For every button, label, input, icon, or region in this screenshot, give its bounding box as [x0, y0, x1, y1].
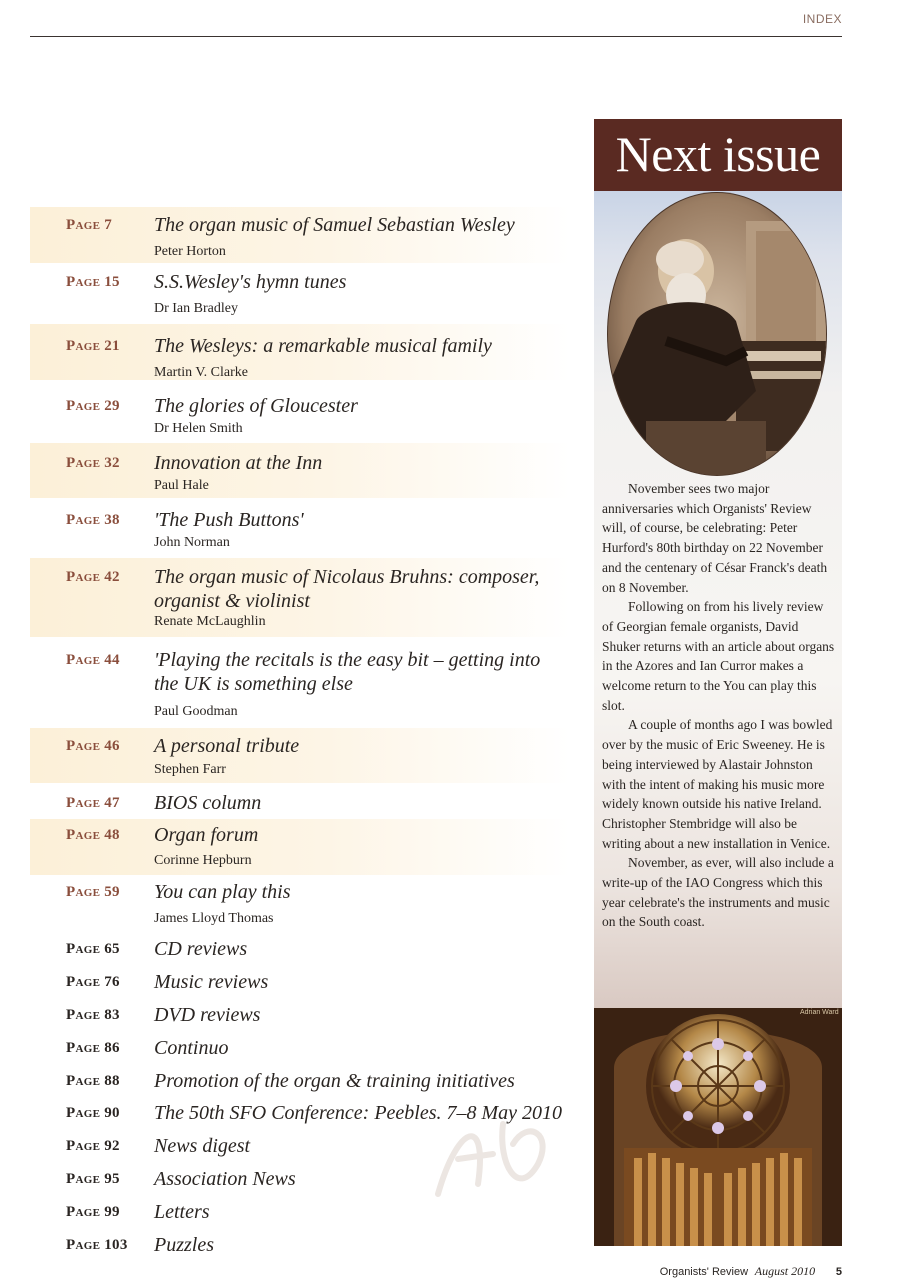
next-issue-paragraph: A couple of months ago I was bowled over by the music of Eric Sweeney. He is being interviewed by Alastair Johnston with the intent of making his music more widely known outside his native Ireland. Christopher Stembridge will also be writing about a new installation in Venice.	[602, 717, 833, 851]
article-title: The organ music of Samuel Sebastian Wesley	[154, 214, 515, 236]
article-title: BIOS column	[154, 792, 262, 814]
page-number: Page 59	[66, 884, 120, 900]
article-title: Innovation at the Inn	[154, 452, 323, 474]
page-number: Page 32	[66, 455, 120, 471]
article-title: The glories of Gloucester	[154, 395, 358, 417]
article-title: You can play this	[154, 881, 291, 903]
article-title: The organ music of Nicolaus Bruhns: composer, organist & violinist	[154, 566, 540, 612]
page-number: Page 7	[66, 217, 113, 233]
next-issue-body	[594, 191, 842, 1009]
toc-entry[interactable]	[30, 1034, 570, 1064]
article-title: Organ forum	[154, 824, 259, 846]
association-watermark	[418, 1104, 568, 1204]
toc-entry[interactable]	[30, 558, 570, 637]
article-title: Continuo	[154, 1037, 229, 1059]
page-number: Page 47	[66, 795, 120, 811]
folio-number: 5	[835, 1266, 842, 1278]
page-number: Page 103	[66, 1237, 128, 1253]
page-number: Page 42	[66, 569, 120, 585]
page-number: Page 21	[66, 338, 120, 354]
next-issue-paragraph: November sees two major anniversaries which Organists' Review will, of course, be celebrating: Peter Hurford's 80th birthday on 22 November and the centenary of César Franck's death on 8 November.	[602, 481, 828, 595]
page-number: Page 76	[66, 974, 120, 990]
article-author: Martin V. Clarke	[154, 365, 248, 380]
article-author: Paul Hale	[154, 478, 209, 493]
next-issue-paragraph: November, as ever, will also include a write-up of the IAO Congress which this year celebrate's the instruments and music on the South coast.	[602, 855, 834, 930]
next-issue-text	[602, 479, 836, 932]
page-number: Page 99	[66, 1204, 120, 1220]
toc-entry[interactable]	[30, 324, 570, 380]
page-number: Page 48	[66, 827, 120, 843]
page-number: Page 86	[66, 1040, 120, 1056]
page-number: Page 29	[66, 398, 120, 414]
next-issue-panel	[594, 119, 842, 1009]
article-author: Dr Ian Bradley	[154, 301, 238, 316]
article-title: Music reviews	[154, 971, 269, 993]
article-author: John Norman	[154, 535, 230, 550]
toc-entry[interactable]	[30, 264, 570, 320]
article-author: Renate McLaughlin	[154, 614, 266, 629]
article-title: Letters	[154, 1201, 210, 1223]
toc-entry[interactable]	[30, 642, 570, 722]
article-author: James Lloyd Thomas	[154, 911, 274, 926]
article-author: Dr Helen Smith	[154, 421, 243, 436]
page-number: Page 88	[66, 1073, 120, 1089]
page-footer	[660, 1264, 842, 1279]
article-title: Promotion of the organ & training initiatives	[154, 1070, 515, 1092]
article-title: The 50th SFO Conference: Peebles. 7–8 May 2010	[154, 1102, 563, 1124]
article-title: News digest	[154, 1135, 251, 1157]
portrait-photo	[606, 191, 828, 477]
page-number: Page 90	[66, 1105, 120, 1121]
article-title: Puzzles	[154, 1234, 214, 1256]
toc-entry[interactable]	[30, 1001, 570, 1031]
header-rule	[30, 36, 842, 37]
toc-entry[interactable]	[30, 207, 570, 263]
toc-entry[interactable]	[30, 935, 570, 965]
toc-entry[interactable]	[30, 1231, 570, 1261]
next-issue-heading: Next issue	[594, 119, 842, 191]
page-number: Page 83	[66, 1007, 120, 1023]
publication-name: Organists' Review	[659, 1266, 749, 1278]
photo-credit: Adrian Ward	[800, 1009, 839, 1016]
article-title: S.S.Wesley's hymn tunes	[154, 271, 347, 293]
next-issue-paragraph: Following on from his lively review of Georgian female organists, David Shuker returns with an article about organs in the Azores and Ian Curror makes a welcome return to the You can play this slot.	[602, 599, 835, 713]
page-number: Page 46	[66, 738, 120, 754]
page-number: Page 38	[66, 512, 120, 528]
toc-entry[interactable]	[30, 787, 570, 817]
article-title: 'Playing the recitals is the easy bit – getting into the UK is something else	[154, 649, 541, 695]
article-author: Corinne Hepburn	[154, 853, 252, 868]
toc-entry[interactable]	[30, 728, 570, 783]
toc-entry[interactable]	[30, 968, 570, 998]
article-title: The Wesleys: a remarkable musical family	[154, 335, 492, 357]
page-number: Page 15	[66, 274, 120, 290]
article-title: Association News	[154, 1168, 296, 1190]
article-author: Stephen Farr	[154, 762, 226, 777]
rose-window-photo	[594, 1008, 842, 1246]
article-title: CD reviews	[154, 938, 248, 960]
iao-logo-watermark	[418, 1104, 568, 1204]
toc-entry[interactable]	[30, 385, 570, 441]
page-number: Page 44	[66, 652, 120, 668]
article-title: DVD reviews	[154, 1004, 261, 1026]
page-number: Page 95	[66, 1171, 120, 1187]
page-number: Page 65	[66, 941, 120, 957]
toc-entry[interactable]	[30, 501, 570, 556]
page-number: Page 92	[66, 1138, 120, 1154]
toc-entry[interactable]	[30, 876, 570, 932]
article-author: Paul Goodman	[154, 704, 238, 719]
issue-date: August 2010	[754, 1264, 816, 1278]
toc-entry[interactable]	[30, 819, 570, 875]
toc-entry[interactable]	[30, 1067, 570, 1097]
article-author: Peter Horton	[154, 244, 226, 259]
toc-entry[interactable]	[30, 443, 570, 498]
article-title: A personal tribute	[154, 735, 300, 757]
section-label: INDEX	[802, 12, 842, 26]
article-title: 'The Push Buttons'	[154, 509, 304, 531]
